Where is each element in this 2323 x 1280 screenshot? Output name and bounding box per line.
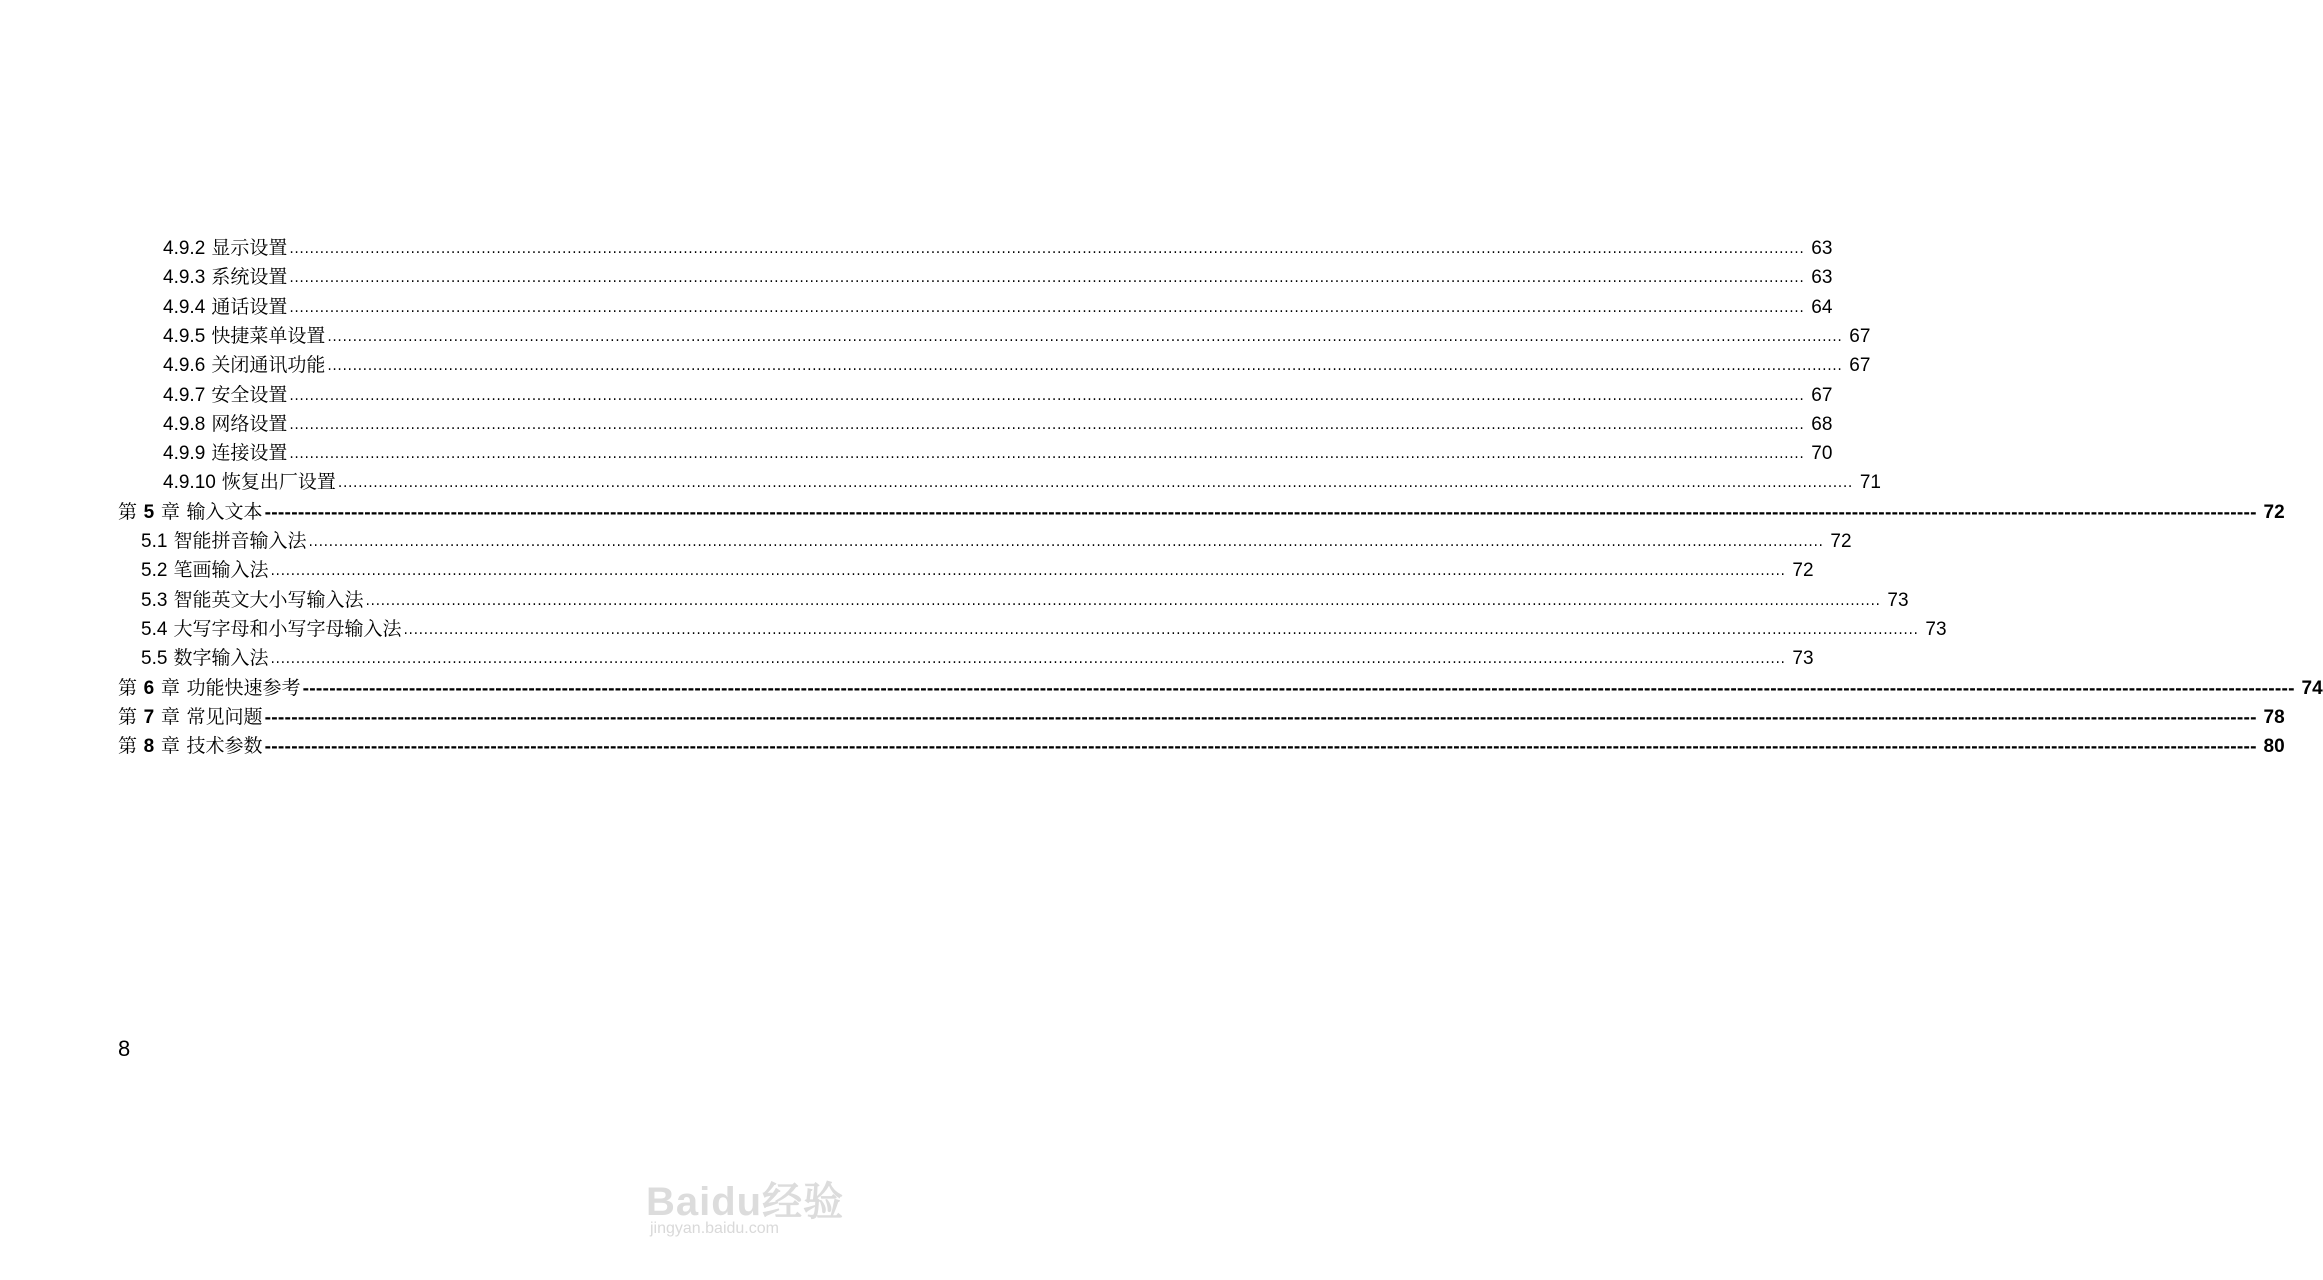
toc-chapter-entry [118,700,2285,729]
section-title: 通话设置 [211,295,288,318]
section-number: 5.4 [141,618,168,640]
toc-chapter-entry [118,495,2285,524]
section-title: 系统设置 [211,266,288,289]
section-title: 智能拼音输入法 [173,530,307,552]
section-number: 4.9.8 [163,413,206,435]
toc-chapter-entry [118,671,2323,700]
toc-page-number: 73 [1925,618,1947,640]
toc-entry-label [163,266,289,289]
dot-leader: ------------------------------------------------------------------------------------------------------------------------------------------------------------------------------------------------------------------------------------------------------------------------------------------------------------ [264,737,2257,757]
toc-entry-label [163,413,289,436]
toc-entry [141,553,1814,582]
toc-entry-label [118,677,303,700]
chapter-title: 输入文本 [186,500,263,523]
section-title: 显示设置 [211,237,288,259]
section-number: 4.9.7 [163,384,206,406]
section-title: 笔画输入法 [173,559,269,582]
toc-entry-label [163,237,289,260]
toc-entry [163,231,1833,260]
dot-leader: ............................................................................................................................................................................................................................................................................................................ [289,270,1805,287]
section-number: 4.9.3 [163,267,206,289]
chapter-number: 5 [143,501,155,523]
toc-page-number: 72 [1792,560,1814,582]
toc-entry-label [141,618,403,641]
toc-entry [163,436,1833,465]
toc-page-number: 67 [1811,384,1833,406]
section-number: 5.3 [141,589,168,611]
chapter-number: 6 [143,677,155,699]
toc-entry-label [163,325,327,348]
dot-leader: ............................................................................................................................................................................................................................................................................................................ [289,241,1805,257]
toc-entry-label [163,442,289,465]
page-number: 8 [118,1036,131,1061]
section-title: 大写字母和小写字母输入法 [173,617,402,640]
chapter-prefix: 第 [118,676,138,699]
toc-entry [163,260,1833,289]
chapter-suffix: 章 [160,500,180,523]
section-number: 4.9.4 [163,296,206,318]
dot-leader: ............................................................................................................................................................................................................................................................................................................ [289,387,1805,404]
toc-entry-label [163,384,289,407]
section-title: 连接设置 [211,442,288,465]
chapter-suffix: 章 [160,676,180,699]
chapter-number: 7 [143,706,155,728]
dot-leader: ............................................................................................................................................................................................................................................................................................................ [403,621,1919,638]
dot-leader: ............................................................................................................................................................................................................................................................................................................ [365,592,1881,609]
toc-page-number: 80 [2263,736,2285,758]
toc-page-number: 67 [1849,325,1871,347]
toc-entry-label [118,735,265,758]
section-title: 数字输入法 [173,647,269,670]
toc-page-number: 73 [1887,589,1909,611]
section-number: 4.9.9 [163,443,206,465]
chapter-title: 技术参数 [186,735,263,758]
section-title: 快捷菜单设置 [211,324,326,347]
toc-entry-label [141,530,308,553]
toc-entry [163,465,1881,494]
dot-leader: ............................................................................................................................................................................................................................................................................................................ [337,475,1853,492]
toc-entry-label [141,559,270,582]
toc-page-number: 70 [1811,443,1833,465]
section-title: 网络设置 [211,412,288,435]
section-title: 恢复出厂设置 [221,471,336,494]
toc-entry [141,583,1909,612]
toc-page-number: 71 [1859,472,1881,494]
dot-leader: ............................................................................................................................................................................................................................................................................................................ [289,416,1805,433]
chapter-prefix: 第 [118,735,138,758]
section-number: 5.2 [141,560,168,582]
dot-leader: ............................................................................................................................................................................................................................................................................................................ [289,299,1805,316]
baidu-watermark [646,1142,846,1238]
section-number: 4.9.2 [163,238,206,259]
toc-page-number: 78 [2263,706,2285,728]
chapter-title: 常见问题 [186,705,263,728]
toc-page-number: 64 [1811,296,1833,318]
chapter-number: 8 [143,736,155,758]
toc-page-number: 63 [1811,238,1833,259]
dot-leader: ............................................................................................................................................................................................................................................................................................................ [308,534,1824,550]
toc-page-number: 72 [2263,501,2285,523]
toc-page-number: 72 [1830,531,1852,552]
dot-leader: ............................................................................................................................................................................................................................................................................................................ [327,328,1843,345]
toc-entry-label [118,501,265,524]
toc-entry [163,378,1833,407]
toc-entry [141,612,1947,641]
chapter-prefix: 第 [118,500,138,523]
toc-entry-label [163,471,338,494]
toc-entry [163,407,1833,436]
section-title: 关闭通讯功能 [211,354,326,377]
section-number: 5.1 [141,531,168,552]
section-number: 4.9.10 [163,472,216,494]
toc-page-number: 67 [1849,355,1871,377]
dot-leader: ............................................................................................................................................................................................................................................................................................................ [270,651,1786,668]
chapter-title: 功能快速参考 [186,676,301,699]
toc-page-number: 63 [1811,267,1833,289]
chapter-suffix: 章 [160,735,180,758]
toc-entry [163,348,1871,377]
toc-entry [141,524,1852,553]
toc-entry-label [163,296,289,319]
chapter-prefix: 第 [118,705,138,728]
section-number: 4.9.6 [163,355,206,377]
toc-entry-label [118,706,265,729]
toc-page-number: 73 [1792,648,1814,670]
dot-leader: ............................................................................................................................................................................................................................................................................................................ [270,563,1786,580]
dot-leader: ............................................................................................................................................................................................................................................................................................................ [289,446,1805,463]
toc-chapter-entry [118,729,2285,758]
chapter-suffix: 章 [160,705,180,728]
toc-entry [163,319,1871,348]
section-number: 4.9.5 [163,325,206,347]
toc-entry-label [141,647,270,670]
section-title: 安全设置 [211,383,288,406]
toc-entry-label [163,354,327,377]
toc-entry [141,641,1814,670]
toc-entry-label [141,589,365,612]
section-number: 5.5 [141,648,168,670]
dot-leader: ............................................................................................................................................................................................................................................................................................................ [327,358,1843,375]
section-title: 智能英文大小写输入法 [173,588,364,611]
dot-leader: ------------------------------------------------------------------------------------------------------------------------------------------------------------------------------------------------------------------------------------------------------------------------------------------------------------ [264,707,2257,727]
toc-entry [163,290,1833,319]
toc-page-number: 68 [1811,413,1833,435]
watermark-url: jingyan.baidu.com [650,1220,779,1237]
toc-page-number: 74 [2301,677,2323,699]
watermark-logo: Baidu经验 [646,1180,845,1224]
dot-leader: ------------------------------------------------------------------------------------------------------------------------------------------------------------------------------------------------------------------------------------------------------------------------------------------------------------ [264,502,2257,522]
dot-leader: ------------------------------------------------------------------------------------------------------------------------------------------------------------------------------------------------------------------------------------------------------------------------------------------------------------ [302,678,2295,698]
